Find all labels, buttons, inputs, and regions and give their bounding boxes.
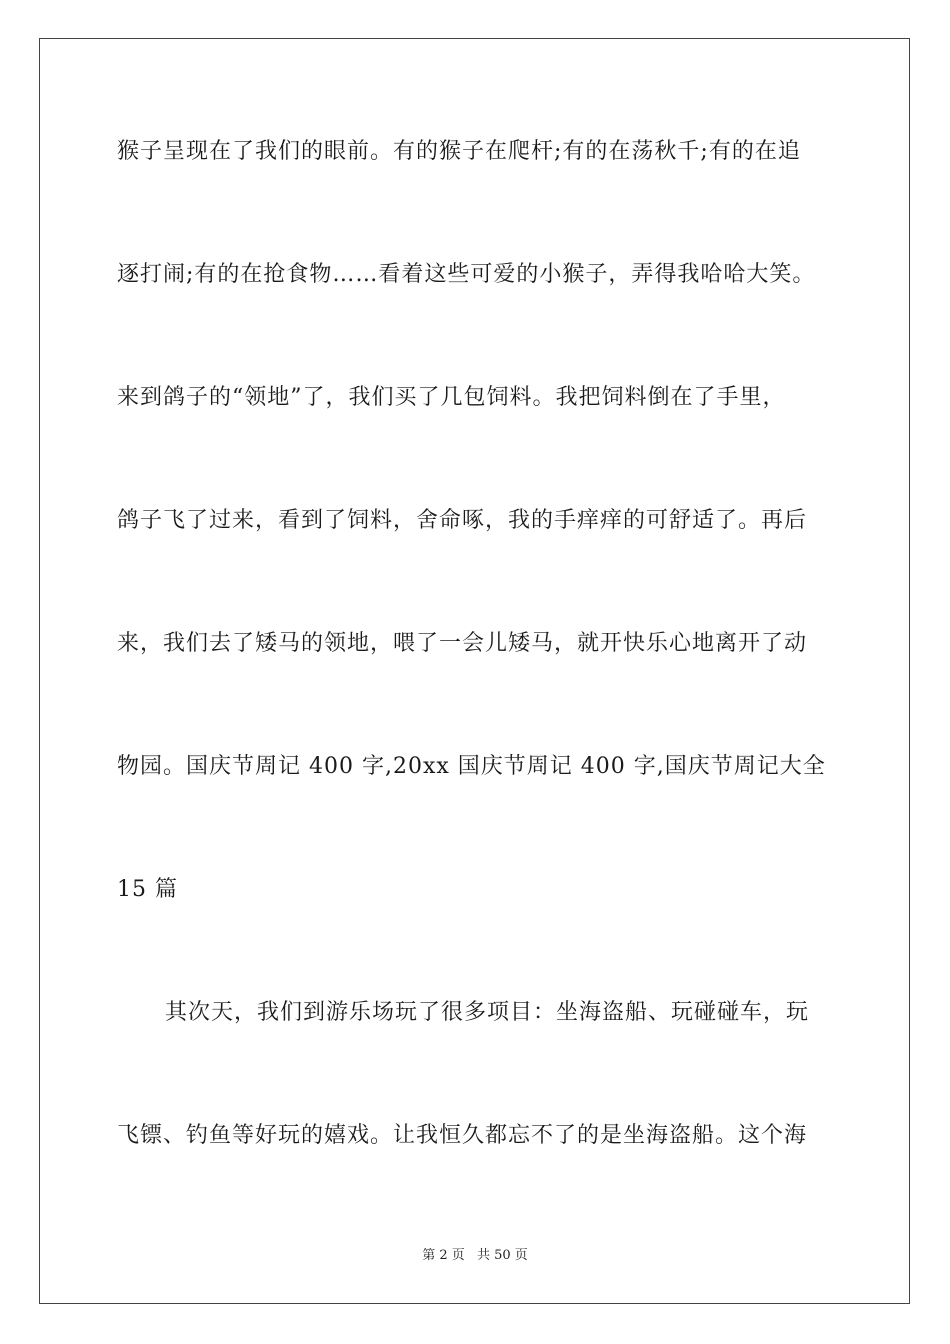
text-line: 逐打闹;有的在抢食物……看着这些可爱的小猴子，弄得我哈哈大笑。 <box>117 262 816 287</box>
paragraph-first-line: 其次天，我们到游乐场玩了很多项目：坐海盗船、玩碰碰车，玩 <box>165 1000 810 1025</box>
text-line: 物园。国庆节周记 400 字,20xx 国庆节周记 400 字,国庆节周记大全 <box>117 754 826 779</box>
text-line: 猴子呈现在了我们的眼前。有的猴子在爬杆;有的在荡秋千;有的在追 <box>117 139 801 164</box>
document-body <box>117 124 837 1231</box>
page-number: 第 2 页 <box>422 1248 465 1263</box>
page-footer <box>0 1244 950 1263</box>
text-line: 来到鸽子的“领地”了，我们买了几包饲料。我把饲料倒在了手里， <box>117 385 786 410</box>
page-total: 共 50 页 <box>476 1248 528 1263</box>
text-line: 15 篇 <box>117 877 178 902</box>
text-line: 鸽子飞了过来，看到了饲料，舍命啄，我的手痒痒的可舒适了。再后 <box>117 508 808 533</box>
text-line: 来，我们去了矮马的领地，喂了一会儿矮马，就开快乐心地离开了动 <box>117 631 808 656</box>
text-line: 飞镖、钓鱼等好玩的嬉戏。让我恒久都忘不了的是坐海盗船。这个海 <box>117 1123 808 1148</box>
